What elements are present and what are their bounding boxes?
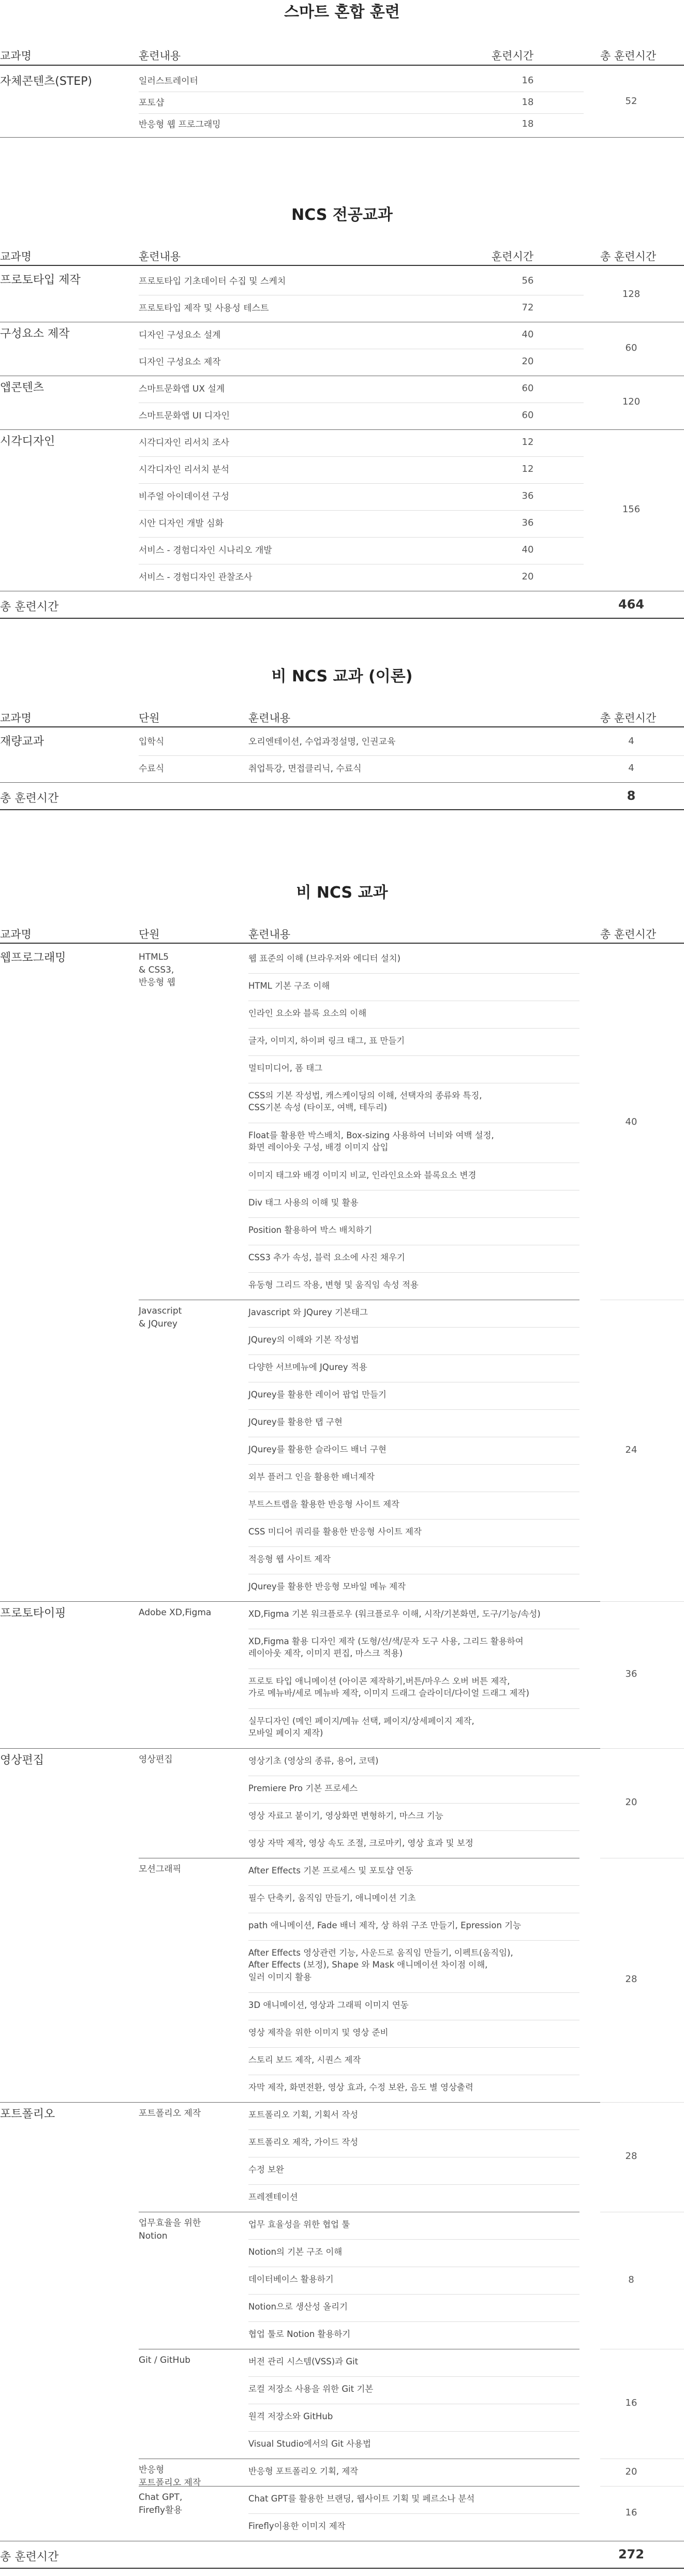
training-hours: 56 xyxy=(522,275,534,286)
category-total: 4 xyxy=(628,736,634,747)
table-divider xyxy=(248,1272,579,1273)
grand-total-label: 총 훈련시간 xyxy=(0,2551,59,2564)
training-content: 협업 툴로 Notion 활용하기 xyxy=(248,2329,351,2339)
category-total: 24 xyxy=(625,1444,637,1455)
category-total: 52 xyxy=(625,96,637,107)
training-content: Notion의 기본 구조 이해 xyxy=(248,2246,343,2257)
column-header: 총 훈련시간 xyxy=(600,50,657,62)
unit-name: Git / GitHub xyxy=(139,2355,191,2365)
category-name: 구성요소 제작 xyxy=(0,327,70,340)
table-divider xyxy=(0,782,684,783)
table-divider xyxy=(0,265,684,266)
category-total: 20 xyxy=(625,2466,637,2477)
training-content: 프레젠테이션 xyxy=(248,2192,298,2202)
training-content: 시안 디자인 개발 심화 xyxy=(139,518,224,529)
training-content: 이미지 태그와 배경 이미지 비교, 인라인요소와 블록요소 변경 xyxy=(248,1170,477,1180)
category-total: 16 xyxy=(625,2507,637,2518)
table-divider xyxy=(248,1028,579,1029)
table-divider xyxy=(248,973,579,974)
training-content: 인라인 요소와 블록 요소의 이해 xyxy=(248,1008,367,1018)
training-content: 서비스 - 경험디자인 관찰조사 xyxy=(139,572,252,583)
training-content: 영상 자막 제작, 영상 속도 조절, 크로마키, 영상 효과 및 보정 xyxy=(248,1838,473,1848)
training-content: 영상기초 (영상의 종류, 용어, 코덱) xyxy=(248,1755,379,1766)
table-divider xyxy=(0,943,684,944)
training-hours: 40 xyxy=(522,329,534,340)
table-divider xyxy=(248,1327,579,1328)
column-header: 교과명 xyxy=(0,712,32,724)
training-content: path 애니메이션, Fade 배너 제작, 상 하위 구조 만들기, Epression 기능 xyxy=(248,1920,522,1930)
training-content: 시각디자인 리서치 분석 xyxy=(139,465,230,475)
table-divider xyxy=(0,2102,684,2103)
training-content: 디자인 구성요소 제작 xyxy=(139,357,221,367)
table-divider xyxy=(0,137,684,138)
training-content: 외부 플러그 인을 활용한 배너제작 xyxy=(248,1471,375,1482)
table-divider xyxy=(0,1601,684,1602)
table-divider xyxy=(248,1055,579,1056)
category-total: 20 xyxy=(625,1797,637,1808)
training-content: 오리엔테이션, 수업과정설명, 인권교육 xyxy=(248,737,396,747)
grand-total-label: 총 훈련시간 xyxy=(0,792,59,805)
table-divider xyxy=(248,1830,579,1831)
training-content: Visual Studio에서의 Git 사용법 xyxy=(248,2438,371,2449)
training-hours: 18 xyxy=(522,118,534,129)
category-total: 36 xyxy=(625,1669,637,1679)
table-divider xyxy=(600,1748,684,1749)
training-content: 유동형 그리드 작용, 변형 및 움직임 속성 적용 xyxy=(248,1279,419,1290)
training-hours: 60 xyxy=(522,383,534,394)
table-divider xyxy=(248,2376,579,2377)
training-content: 반응형 포트폴리오 기획, 제작 xyxy=(248,2466,359,2476)
training-content: 포트폴리오 기획, 기획서 작성 xyxy=(248,2109,359,2120)
training-content: Position 활용하여 박스 배치하기 xyxy=(248,1225,373,1235)
unit-name: 수료식 xyxy=(139,764,165,774)
training-content: 버전 관리 시스템(VSS)과 Git xyxy=(248,2356,359,2366)
table-divider xyxy=(600,2102,684,2103)
training-content: JQurey의 이해와 기본 작성법 xyxy=(248,1334,359,1345)
training-content: 수정 보완 xyxy=(248,2164,285,2175)
table-divider xyxy=(248,1354,579,1355)
unit-name: 영상편집 xyxy=(139,1754,173,1765)
table-divider xyxy=(0,618,684,619)
table-divider xyxy=(248,1803,579,1804)
training-content: 포트폴리오 제작, 가이드 작성 xyxy=(248,2137,359,2147)
table-divider xyxy=(0,726,684,727)
training-content: JQurey를 활용한 탭 구현 xyxy=(248,1417,343,1427)
training-content: XD,Figma 활용 디자인 제작 (도형/선/색/문자 도구 사용, 그리드 활용하여 레이아웃 제작, 이미지 편집, 마스크 적용) xyxy=(248,1636,524,1659)
training-content: After Effects 기본 프로세스 및 포토샵 연동 xyxy=(248,1865,413,1875)
training-hours: 18 xyxy=(522,97,534,108)
table-divider xyxy=(0,429,684,430)
training-content: 스마트문화앱 UX 설계 xyxy=(139,384,225,394)
table-divider xyxy=(248,1217,579,1218)
table-divider xyxy=(139,755,684,756)
category-total: 8 xyxy=(628,2274,634,2285)
training-content: CSS 미디어 쿼리를 활용한 반응형 사이트 제작 xyxy=(248,1526,422,1537)
column-header: 훈련시간 xyxy=(492,50,534,62)
table-divider xyxy=(0,2568,684,2569)
category-total: 28 xyxy=(625,1974,637,1985)
training-hours: 36 xyxy=(522,490,534,501)
unit-name: Adobe XD,Figma xyxy=(139,1607,212,1618)
section-title: 스마트 혼합 훈련 xyxy=(284,3,400,21)
category-name: 프로토타입 제작 xyxy=(0,274,81,287)
table-divider xyxy=(248,1409,579,1410)
category-name: 영상편집 xyxy=(0,1754,44,1767)
training-content: 스마트문화앱 UI 디자인 xyxy=(139,411,230,421)
training-content: 영상 자료고 붙이기, 영상화면 변형하기, 마스크 기능 xyxy=(248,1810,443,1821)
unit-name: Chat GPT, Firefly활용 xyxy=(139,2492,183,2515)
grand-total-value: 272 xyxy=(618,2547,645,2562)
category-total: 156 xyxy=(622,504,641,515)
column-header: 총 훈련시간 xyxy=(600,928,657,941)
category-total: 128 xyxy=(622,289,641,300)
training-content: Notion으로 생산성 올리기 xyxy=(248,2301,348,2312)
training-content: Premiere Pro 기본 프로세스 xyxy=(248,1783,358,1793)
training-hours: 60 xyxy=(522,410,534,421)
table-divider xyxy=(248,2513,579,2514)
training-content: 서비스 - 경험디자인 시나리오 개발 xyxy=(139,545,272,556)
column-header: 단원 xyxy=(139,928,160,941)
section-title: NCS 전공교과 xyxy=(291,206,393,224)
section-smart-training xyxy=(0,0,684,155)
table-divider xyxy=(248,1885,579,1886)
training-content: 멀티미디어, 폼 태그 xyxy=(248,1063,323,1073)
category-name: 앱콘텐츠 xyxy=(0,381,44,394)
column-header: 훈련내용 xyxy=(139,250,181,263)
table-divider xyxy=(600,1601,684,1602)
training-content: 글자, 이미지, 하이퍼 링크 태그, 표 만들기 xyxy=(248,1035,405,1046)
training-content: 부트스트랩을 활용한 반응형 사이트 제작 xyxy=(248,1499,399,1509)
training-content: 디자인 구성요소 설계 xyxy=(139,330,221,340)
grand-total-value: 8 xyxy=(627,788,636,803)
section-title: 비 NCS 교과 (이론) xyxy=(271,667,413,686)
column-header: 훈련내용 xyxy=(248,928,291,941)
column-header: 교과명 xyxy=(0,928,32,941)
training-hours: 40 xyxy=(522,544,534,555)
training-content: 실무디자인 (메인 페이지/메뉴 선택, 페이지/상세페이지 제작, 모바일 페이지 제작) xyxy=(248,1716,474,1738)
training-content: 로컬 저장소 사용을 위한 Git 기본 xyxy=(248,2384,374,2394)
training-content: 시각디자인 리서치 조사 xyxy=(139,438,230,448)
unit-name: 모션그래픽 xyxy=(139,1864,182,1874)
training-content: 원격 저장소와 GitHub xyxy=(248,2411,333,2421)
training-hours: 20 xyxy=(522,571,534,582)
table-divider xyxy=(248,1546,579,1547)
category-total: 40 xyxy=(625,1116,637,1127)
category-name: 자체콘텐츠(STEP) xyxy=(0,75,92,88)
training-content: 일러스트레이터 xyxy=(139,76,198,86)
unit-name: 포트폴리오 제작 xyxy=(139,2108,201,2119)
category-total: 120 xyxy=(622,396,641,407)
training-content: 적응형 웹 사이트 제작 xyxy=(248,1554,331,1564)
table-divider xyxy=(248,1708,579,1709)
training-content: After Effects 영상관련 기능, 사운드로 움직임 만들기, 이펙트(움직임), After Effects (보정), Shape 와 Mask 애니메이션 차이점 이해, 일러 이미지 활용 xyxy=(248,1947,513,1983)
training-content: 필수 단축키, 움직임 만들기, 애니메이션 기초 xyxy=(248,1893,416,1903)
training-content: Div 태그 사용의 이해 및 활용 xyxy=(248,1197,359,1208)
table-divider xyxy=(248,1519,579,1520)
grand-total-value: 464 xyxy=(618,597,645,612)
unit-name: 업무효율을 위한 Notion xyxy=(139,2218,201,2241)
unit-name: 반응형 포트폴리오 제작 xyxy=(139,2465,201,2488)
column-header: 교과명 xyxy=(0,250,32,263)
category-name: 웹프로그래밍 xyxy=(0,951,66,964)
training-hours: 16 xyxy=(522,75,534,86)
training-content: 반응형 웹 프로그래밍 xyxy=(139,120,221,130)
grand-total-row xyxy=(0,592,684,618)
training-content: 프로토타입 기초데이터 수집 및 스케치 xyxy=(139,276,286,287)
training-hours: 36 xyxy=(522,517,534,528)
training-content: JQurey를 활용한 레이어 팝업 만들기 xyxy=(248,1389,386,1399)
column-header: 총 훈련시간 xyxy=(600,250,657,263)
training-content: JQurey를 활용한 반응형 모바일 메뉴 제작 xyxy=(248,1581,406,1591)
column-header: 교과명 xyxy=(0,50,32,62)
training-content: 스토리 보드 제작, 시퀀스 제작 xyxy=(248,2054,361,2065)
section-title: 비 NCS 교과 xyxy=(296,884,388,902)
table-divider xyxy=(248,2431,579,2432)
training-content: CSS의 기본 작성법, 캐스케이딩의 이해, 선택자의 종류와 특징, CSS기본 속성 (타이포, 여백, 테두리) xyxy=(248,1090,482,1113)
training-content: 데이터베이스 활용하기 xyxy=(248,2274,334,2284)
section-nonncs xyxy=(0,874,684,2576)
unit-name: Javascript & JQurey xyxy=(139,1306,182,1329)
training-content: HTML 기본 구조 이해 xyxy=(248,980,330,991)
grand-total-row xyxy=(0,783,684,809)
column-header: 훈련내용 xyxy=(139,50,181,62)
training-content: JQurey를 활용한 슬라이드 배너 구현 xyxy=(248,1444,386,1454)
training-hours: 12 xyxy=(522,437,534,448)
training-content: 취업특강, 면접클리닉, 수료식 xyxy=(248,764,362,774)
grand-total-label: 총 훈련시간 xyxy=(0,601,59,614)
training-content: Firefly이용한 이미지 제작 xyxy=(248,2521,346,2531)
table-divider xyxy=(248,2184,579,2185)
training-content: Chat GPT를 활용한 브랜딩, 웹사이트 기획 및 페르소나 분석 xyxy=(248,2493,475,2504)
category-name: 시각디자인 xyxy=(0,435,55,448)
column-header: 훈련내용 xyxy=(248,712,291,724)
training-content: 포토샵 xyxy=(139,98,165,108)
training-content: 다양한 서브메뉴에 JQurey 적용 xyxy=(248,1362,367,1372)
table-divider xyxy=(0,1748,684,1749)
training-content: 3D 애니메이션, 영상과 그래픽 이미지 연동 xyxy=(248,2000,409,2010)
table-divider xyxy=(248,2047,579,2048)
table-divider xyxy=(139,483,584,484)
unit-name: HTML5 & CSS3, 반응형 웹 xyxy=(139,952,176,988)
table-divider xyxy=(0,65,684,66)
training-content: 웹 표준의 이해 (브라우저와 에디터 설치) xyxy=(248,953,401,963)
training-hours: 12 xyxy=(522,464,534,474)
training-content: XD,Figma 기본 워크플로우 (워크플로우 이해, 시작/기본화면, 도구/기능/속성) xyxy=(248,1609,541,1619)
table-divider xyxy=(139,113,584,114)
training-hours: 20 xyxy=(522,356,534,367)
training-content: Javascript 와 JQurey 기본태그 xyxy=(248,1307,368,1317)
column-header: 훈련시간 xyxy=(492,250,534,263)
table-divider xyxy=(248,1940,579,1941)
table-divider xyxy=(248,1464,579,1465)
table-divider xyxy=(139,537,584,538)
table-divider xyxy=(0,809,684,810)
category-total: 60 xyxy=(625,343,637,353)
category-name: 재량교과 xyxy=(0,735,44,748)
table-divider xyxy=(248,2321,579,2322)
category-total: 4 xyxy=(628,763,634,773)
table-divider xyxy=(248,1992,579,1993)
unit-name: 입학식 xyxy=(139,737,165,747)
section-nonncs-theory xyxy=(0,657,684,828)
training-content: 비주얼 아이데이션 구성 xyxy=(139,492,230,502)
column-header: 총 훈련시간 xyxy=(600,712,657,724)
category-name: 포트폴리오 xyxy=(0,2108,55,2121)
training-hours: 72 xyxy=(522,302,534,313)
training-content: 업무 효율성을 위한 협업 툴 xyxy=(248,2219,350,2229)
category-total: 16 xyxy=(625,2398,637,2408)
training-content: Float를 활용한 박스배치, Box-sizing 사용하여 너비와 여백 설정, 화면 레이아웃 구성, 배경 이미지 삽입 xyxy=(248,1130,494,1153)
table-divider xyxy=(248,2239,579,2240)
table-divider xyxy=(139,456,584,457)
table-divider xyxy=(248,2294,579,2295)
training-content: CSS3 추가 속성, 블럭 요소에 사진 채우기 xyxy=(248,1252,405,1262)
table-divider xyxy=(139,510,584,511)
training-content: 프로토타입 제작 및 사용성 테스트 xyxy=(139,303,269,314)
grand-total-row xyxy=(0,2542,684,2568)
column-header: 단원 xyxy=(139,712,160,724)
training-content: 자막 제작, 화면전환, 영상 효과, 수정 보완, 음도 별 영상출력 xyxy=(248,2082,473,2092)
training-content: 영상 제작을 위한 이미지 및 영상 준비 xyxy=(248,2027,389,2037)
category-name: 프로토타이핑 xyxy=(0,1607,66,1620)
section-ncs-major xyxy=(0,197,684,642)
training-content: 프로토 타입 애니메이션 (아이콘 제작하기,버튼/마우스 오버 버튼 제작, 가로 메뉴바/세로 메뉴바 제작, 이미지 드래그 슬라이더/다이얼 드래그 제작) xyxy=(248,1676,529,1699)
category-total: 28 xyxy=(625,2151,637,2162)
